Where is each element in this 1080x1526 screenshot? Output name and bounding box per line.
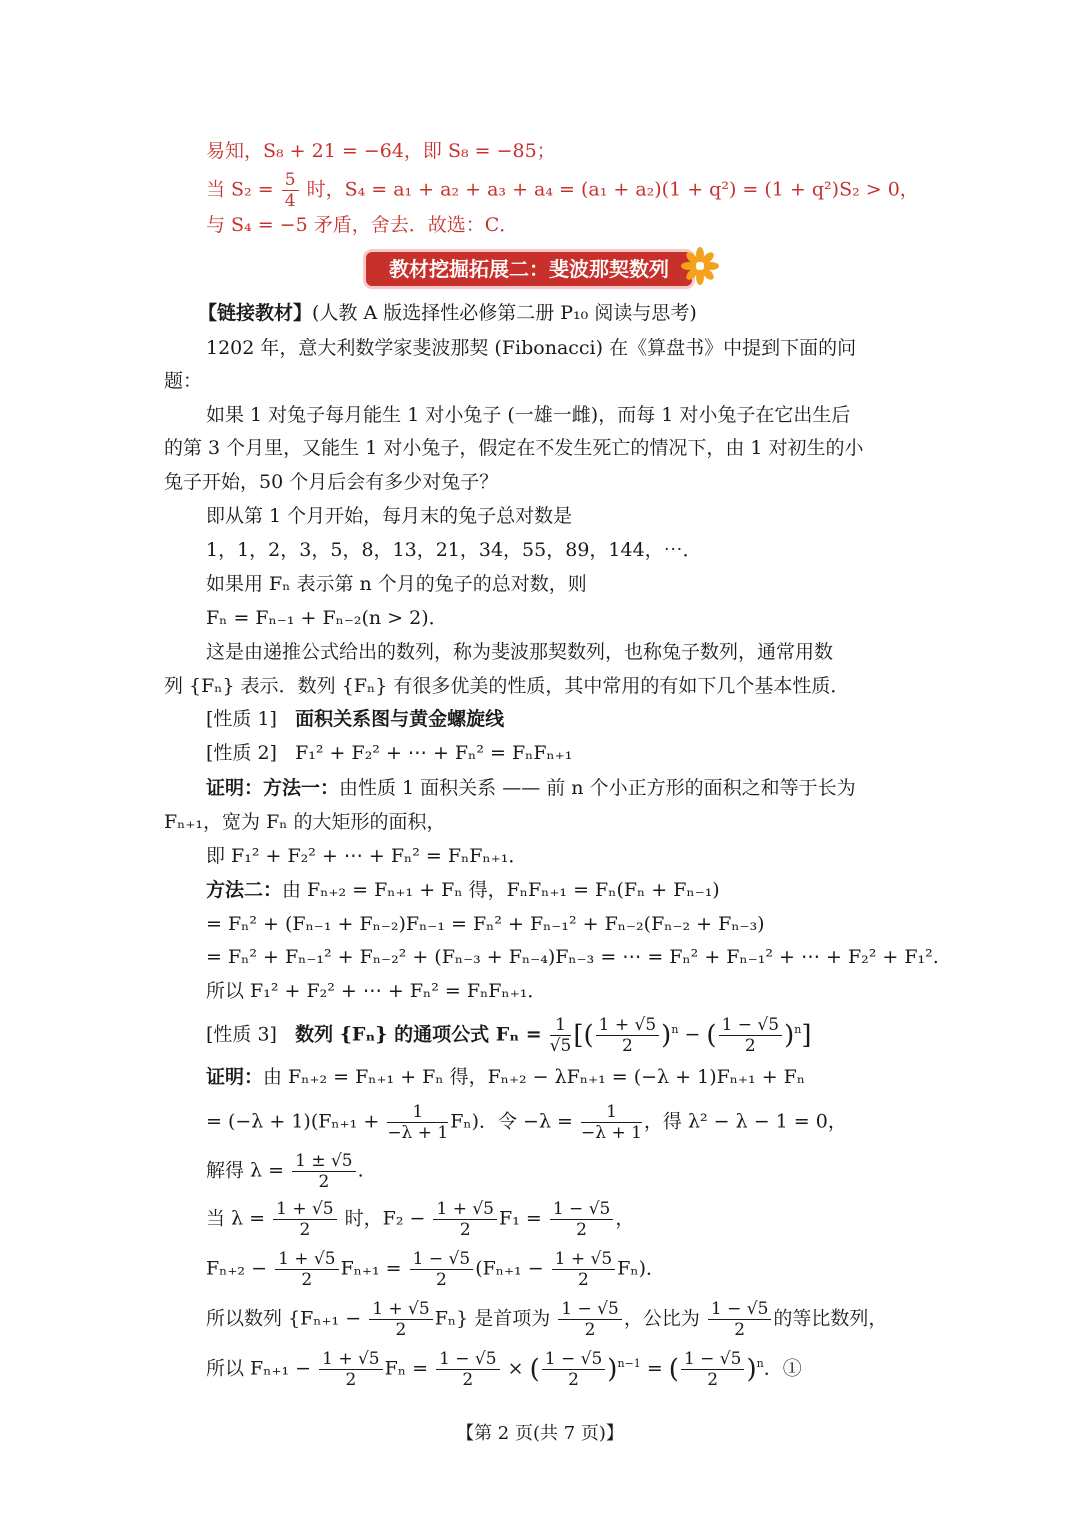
proof-3-text-7a: 所以 Fₙ₊₁ − [206,1357,312,1380]
proof-3-line-3 [206,1152,364,1191]
intro-p1a: 1202 年，意大利数学家斐波那契 (Fibonacci) 在《算盘书》中提到下面的问 [206,337,857,359]
fraction-psi [550,1200,614,1239]
numerator: 1 + √5 [596,1016,660,1036]
numerator: 1 − √5 [708,1300,772,1320]
method-2-label: 方法二： [206,879,283,901]
numerator: 1 − √5 [436,1350,500,1370]
property-1 [206,706,504,732]
property-1-label: [性质 1] [206,708,277,730]
proof-3-text-5d: Fₙ)． [617,1257,666,1280]
intro-p2c: 兔子开始，50 个月后会有多少对兔子？ [164,471,499,493]
numerator: 1 − √5 [542,1350,606,1370]
property-3-text: 数列 {Fₙ} 的通项公式 Fₙ = [295,1023,542,1046]
fraction-phi [433,1200,497,1239]
banner-title: 教材挖掘拓展二：斐波那契数列 [389,257,669,281]
exponent: n−1 [617,1357,641,1371]
denominator: 2 [744,1036,756,1056]
numerator: 1 [581,1103,642,1123]
denominator: 2 [462,1370,474,1390]
fraction-phi [552,1250,616,1289]
page-footer: 【第 2 页(共 7 页)】 [456,1423,624,1444]
numerator: 1 ± √5 [292,1152,356,1172]
proof-3-text-7d: = [646,1357,663,1380]
proof-3-text-4a: 当 λ = [206,1207,266,1230]
section-banner [366,252,692,286]
fraction-phi [319,1350,383,1389]
proof-2-method-1 [206,775,856,801]
property-3: [性质 3] 数列 {Fₙ} 的通项公式 Fₙ = $\frac{1}{√5}$ [( $\frac{1 + √5}{2}$ )$^n$ − ( $\frac{1 - √5}{2}$ )$^n$] [206,1015,812,1056]
proof-3-text-6a: 所以数列 {Fₙ₊₁ − [206,1307,362,1330]
proof-3-text-5c: (Fₙ₊₁ − [475,1257,544,1280]
fraction-phi [596,1016,660,1055]
denominator: 2 [578,1270,589,1290]
intro-p1b: 题： [164,370,203,392]
fraction-five-fourths [282,171,299,210]
fraction-one-over-neg-lambda-2 [581,1103,642,1142]
property-2-label: [性质 2] [206,742,277,764]
intro-p5a: 这是由递推公式给出的数列，称为斐波那契数列，也称兔子数列，通常用数 [206,641,834,663]
proof-3-label: 证明： [206,1066,264,1088]
numerator: 1 + √5 [369,1300,433,1320]
solution-line-3: 与 S₄ = −5 矛盾，舍去．故选：C． [206,214,519,236]
denominator: 2 [301,1270,313,1290]
proof-2-text-b: Fₙ₊₁，宽为 Fₙ 的大矩形的面积， [164,811,446,833]
link-tag: 【链接教材】 [198,302,313,324]
numerator: 1 + √5 [275,1250,339,1270]
solution-line-2-suffix: 时，S₄ = a₁ + a₂ + a₃ + a₄ = (a₁ + a₂)(1 + q²) = (1 + q²)S₂ > 0， [306,178,919,201]
fraction-one-over-neg-lambda [387,1103,448,1142]
method-2-line-a: 由 Fₙ₊₂ = Fₙ₊₁ + Fₙ 得，FₙFₙ₊₁ = Fₙ(Fₙ + Fₙ₋₁) [282,879,720,901]
denominator: 2 [576,1220,587,1240]
numerator: 1 + √5 [273,1200,337,1220]
proof-2-text-c: 即 F₁² + F₂² + ⋯ + Fₙ² = FₙFₙ₊₁． [206,845,528,867]
flower-icon [680,246,720,286]
fraction-one-over-sqrt5 [550,1016,572,1055]
proof-2-label: 证明：方法一： [206,777,340,799]
method-2-line-d: 所以 F₁² + F₂² + ⋯ + Fₙ² = FₙFₙ₊₁． [206,980,547,1002]
proof-3-text-5b: Fₙ₊₁ = [340,1257,402,1280]
fraction-phi [273,1200,337,1239]
denominator: 4 [284,191,296,211]
fraction-psi [681,1350,745,1389]
numerator: 1 − √5 [550,1200,614,1220]
proof-3-text-7e: ．① [763,1357,802,1380]
fraction-psi [558,1300,622,1339]
exponent: n [756,1357,764,1371]
denominator: −λ + 1 [387,1123,449,1143]
fraction-psi [410,1250,474,1289]
method-2-line-b: = Fₙ² + (Fₙ₋₁ + Fₙ₋₂)Fₙ₋₁ = Fₙ² + Fₙ₋₁² + Fₙ₋₂(Fₙ₋₂ + Fₙ₋₃) [206,913,765,935]
numerator: 1 [550,1016,572,1036]
property-1-text: 面积关系图与黄金螺旋线 [295,708,505,730]
solution-line-1: 易知，S₈ + 21 = −64，即 S₈ = −85； [206,140,556,162]
denominator: 2 [621,1036,633,1056]
solution-line-2-prefix: 当 S₂ = [206,178,274,201]
fibonacci-sequence: 1，1，2，3，5，8，13，21，34，55，89，144，⋯． [206,539,702,561]
fraction-psi [719,1016,783,1055]
fraction-lambda-roots [292,1152,356,1191]
intro-p2b: 的第 3 个月里，又能生 1 对小兔子，假定在不发生死亡的情况下，由 1 对初生的小 [164,437,864,459]
numerator: 1 + √5 [552,1250,616,1270]
proof-3-line-5 [206,1250,665,1289]
intro-p3: 即从第 1 个月开始，每月末的兔子总对数是 [206,505,573,527]
proof-3-text-5a: Fₙ₊₂ − [206,1257,268,1280]
intro-p4: 如果用 Fₙ 表示第 n 个月的兔子的总对数，则 [206,573,587,595]
proof-3-line-4 [206,1200,634,1239]
proof-3-text-6b: Fₙ} 是首项为 [434,1307,551,1330]
intro-p5b: 列 {Fₙ} 表示．数列 {Fₙ} 有很多优美的性质，其中常用的有如下几个基本性质． [164,675,850,697]
numerator: 5 [282,171,299,191]
denominator: 2 [318,1172,330,1192]
proof-3-text-6d: 的等比数列， [773,1307,888,1330]
proof-3-text-2c: ，得 λ² − λ − 1 = 0， [643,1110,847,1133]
proof-3-text-1: 由 Fₙ₊₂ = Fₙ₊₁ + Fₙ 得，Fₙ₊₂ − λFₙ₊₁ = (−λ + 1)Fₙ₊₁ + Fₙ [263,1066,806,1088]
proof-3-text-7c: × [507,1357,524,1380]
proof-2-method-2 [206,877,720,903]
proof-3-text-2a: = (−λ + 1)(Fₙ₊₁ + [206,1110,380,1133]
numerator: 1 − √5 [681,1350,745,1370]
denominator: 2 [459,1220,471,1240]
denominator: 2 [436,1270,447,1290]
fraction-psi [542,1350,606,1389]
fraction-psi [708,1300,772,1339]
numerator: 1 + √5 [319,1350,383,1370]
proof-3-text-3b: . [357,1159,364,1182]
intro-p2a: 如果 1 对兔子每月能生 1 对小兔子 (一雄一雌)，而每 1 对小兔子在它出生后 [206,404,851,426]
exponent: n [671,1023,679,1037]
denominator: 2 [568,1370,579,1390]
fraction-psi [436,1350,500,1389]
property-2 [206,740,572,766]
numerator: 1 − √5 [410,1250,474,1270]
numerator: 1 [387,1103,448,1123]
proof-3-text-4d: ， [615,1207,635,1230]
method-2-line-c: = Fₙ² + Fₙ₋₁² + Fₙ₋₂² + (Fₙ₋₃ + Fₙ₋₄)Fₙ₋₃ = ⋯ = Fₙ² + Fₙ₋₁² + ⋯ + F₂² + F₁². [206,946,939,968]
proof-3-text-6c: ，公比为 [623,1307,700,1330]
denominator: 2 [395,1320,407,1340]
link-line [198,300,697,326]
numerator: 1 − √5 [719,1016,783,1036]
recurrence-formula: Fₙ = Fₙ₋₁ + Fₙ₋₂(n > 2)． [206,607,448,629]
proof-3-text-7b: Fₙ = [384,1357,429,1380]
denominator: √5 [549,1036,572,1056]
numerator: 1 + √5 [433,1200,497,1220]
proof-3-line-2 [206,1103,847,1142]
fraction-phi [275,1250,339,1289]
denominator: 2 [734,1320,746,1340]
denominator: 2 [345,1370,357,1390]
fraction-phi [369,1300,433,1339]
denominator: 2 [707,1370,719,1390]
property-3-label: [性质 3] [206,1023,277,1046]
proof-3-line-7: 所以 Fₙ₊₁ − $\frac{1 + √5}{2}$ Fₙ = $\frac{1 - √5}{2}$ × ( $\frac{1 - √5}{2}$ )$^{n-1}$ = ( $\frac{1 - √5}{2}$ )$^n$．① [206,1349,802,1390]
numerator: 1 − √5 [558,1300,622,1320]
exponent: n [794,1023,802,1037]
proof-3-line-6 [206,1300,887,1339]
proof-3-text-2b: Fₙ)．令 −λ = [450,1110,573,1133]
property-2-formula: F₁² + F₂² + ⋯ + Fₙ² = FₙFₙ₊₁ [295,742,573,764]
solution-line-2 [206,171,919,210]
proof-3-text-4c: F₁ = [499,1207,542,1230]
proof-3-line-1 [206,1064,805,1090]
proof-3-text-3a: 解得 λ = [206,1159,285,1182]
denominator: −λ + 1 [581,1123,642,1143]
proof-3-text-4b: 时，F₂ − [344,1207,426,1230]
denominator: 2 [299,1220,311,1240]
link-text: (人教 A 版选择性必修第二册 P₁₀ 阅读与思考) [312,302,697,324]
denominator: 2 [584,1320,596,1340]
proof-2-text-a: 由性质 1 面积关系 —— 前 n 个小正方形的面积之和等于长为 [339,777,856,799]
